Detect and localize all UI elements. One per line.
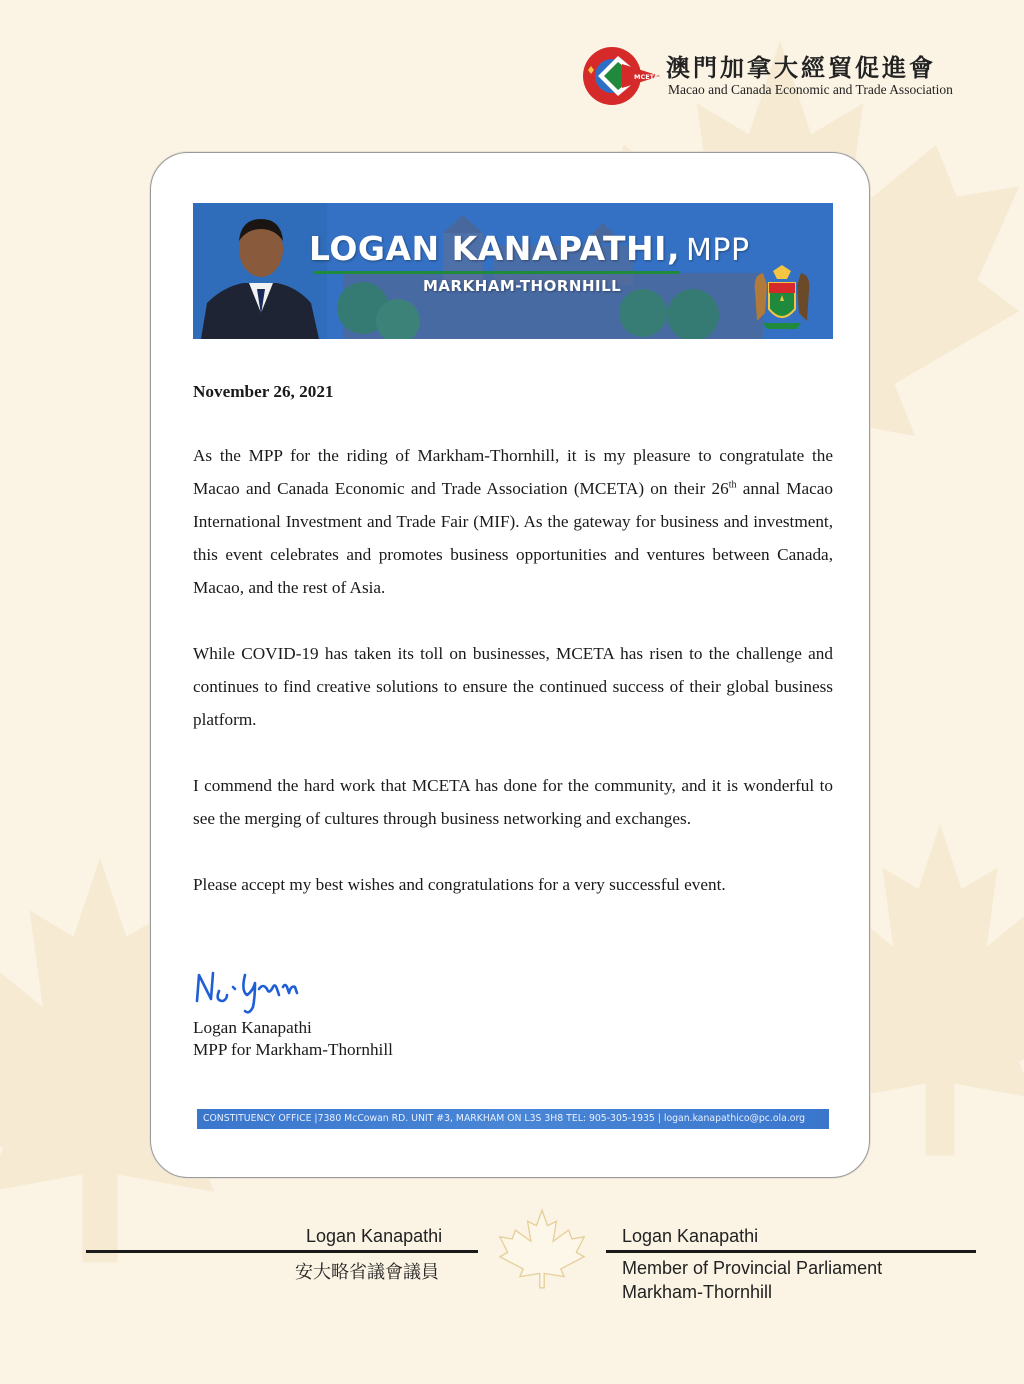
banner-mpp-name: [309, 229, 750, 268]
signer-block: [193, 1017, 393, 1061]
banner-name-text: LOGAN KANAPATHI,: [309, 229, 680, 268]
bottom-left-name: Logan Kanapathi: [306, 1226, 443, 1246]
mceta-logo: [582, 46, 982, 106]
paragraph-1-text-b: annal Macao International Investment and Trade Fair (MIF). As the gateway for business and investment, this event celebrates and promotes business opportunities and ventures between Canada, Macao, and the rest of Asia.: [193, 479, 834, 597]
mpp-portrait-image: [193, 203, 327, 339]
paragraph-1-superscript: th: [728, 479, 737, 491]
signer-title: MPP for Markham-Thornhill: [193, 1040, 393, 1059]
bottom-left-rule: [86, 1250, 478, 1253]
association-name-english: Macao and Canada Economic and Trade Association: [668, 82, 953, 97]
ontario-coat-of-arms-icon: [749, 265, 815, 333]
banner-mpp-suffix: MPP: [685, 233, 750, 268]
bottom-right-name: Logan Kanapathi: [622, 1226, 759, 1246]
maple-leaf-outline-icon: [486, 1208, 598, 1290]
bottom-right-rule: [606, 1250, 976, 1253]
letter-paragraph-2: While COVID-19 has taken its toll on businesses, MCETA has risen to the challenge and continues to find creative solutions to ensure the continued success of their global business platform.: [193, 644, 833, 729]
banner-riding: MARKHAM-THORNHILL: [423, 277, 622, 295]
constituency-office-footer: CONSTITUENCY OFFICE |7380 McCowan RD. UNIT #3, MARKHAM ON L3S 3H8 TEL: 905-305-1935 | logan.kanapathico@pc.ola.org: [197, 1109, 829, 1129]
letter-paragraph-4: Please accept my best wishes and congratulations for a very successful event.: [193, 875, 726, 894]
association-name-chinese: 澳門加拿大經貿促進會: [666, 54, 936, 82]
letter-body: [193, 375, 833, 927]
bottom-right-riding: Markham-Thornhill: [622, 1282, 773, 1302]
banner-divider: [313, 271, 679, 274]
logo-mark-text: MCETA: [634, 73, 659, 81]
mceta-logo-mark: [582, 46, 660, 106]
bottom-right-title: Member of Provincial Parliament: [622, 1258, 883, 1278]
paragraph-1-text-a: As the MPP for the riding of Markham-Thornhill, it is my pleasure to congratulate the Macao and Canada Economic and Trade Association (MCETA) on their 26: [193, 446, 833, 498]
letter-paragraph-1: [193, 439, 833, 604]
signer-name: Logan Kanapathi: [193, 1018, 312, 1037]
bottom-left-title-chinese: 安大略省議會議員: [295, 1262, 439, 1283]
letter-card: [150, 152, 870, 1178]
letter-paragraph-3: I commend the hard work that MCETA has done for the community, and it is wonderful to see the merging of cultures through business networking and exchanges.: [193, 776, 833, 828]
letter-date: November 26, 2021: [193, 382, 334, 401]
mpp-banner: [193, 203, 833, 339]
handwritten-signature: [193, 961, 343, 1017]
